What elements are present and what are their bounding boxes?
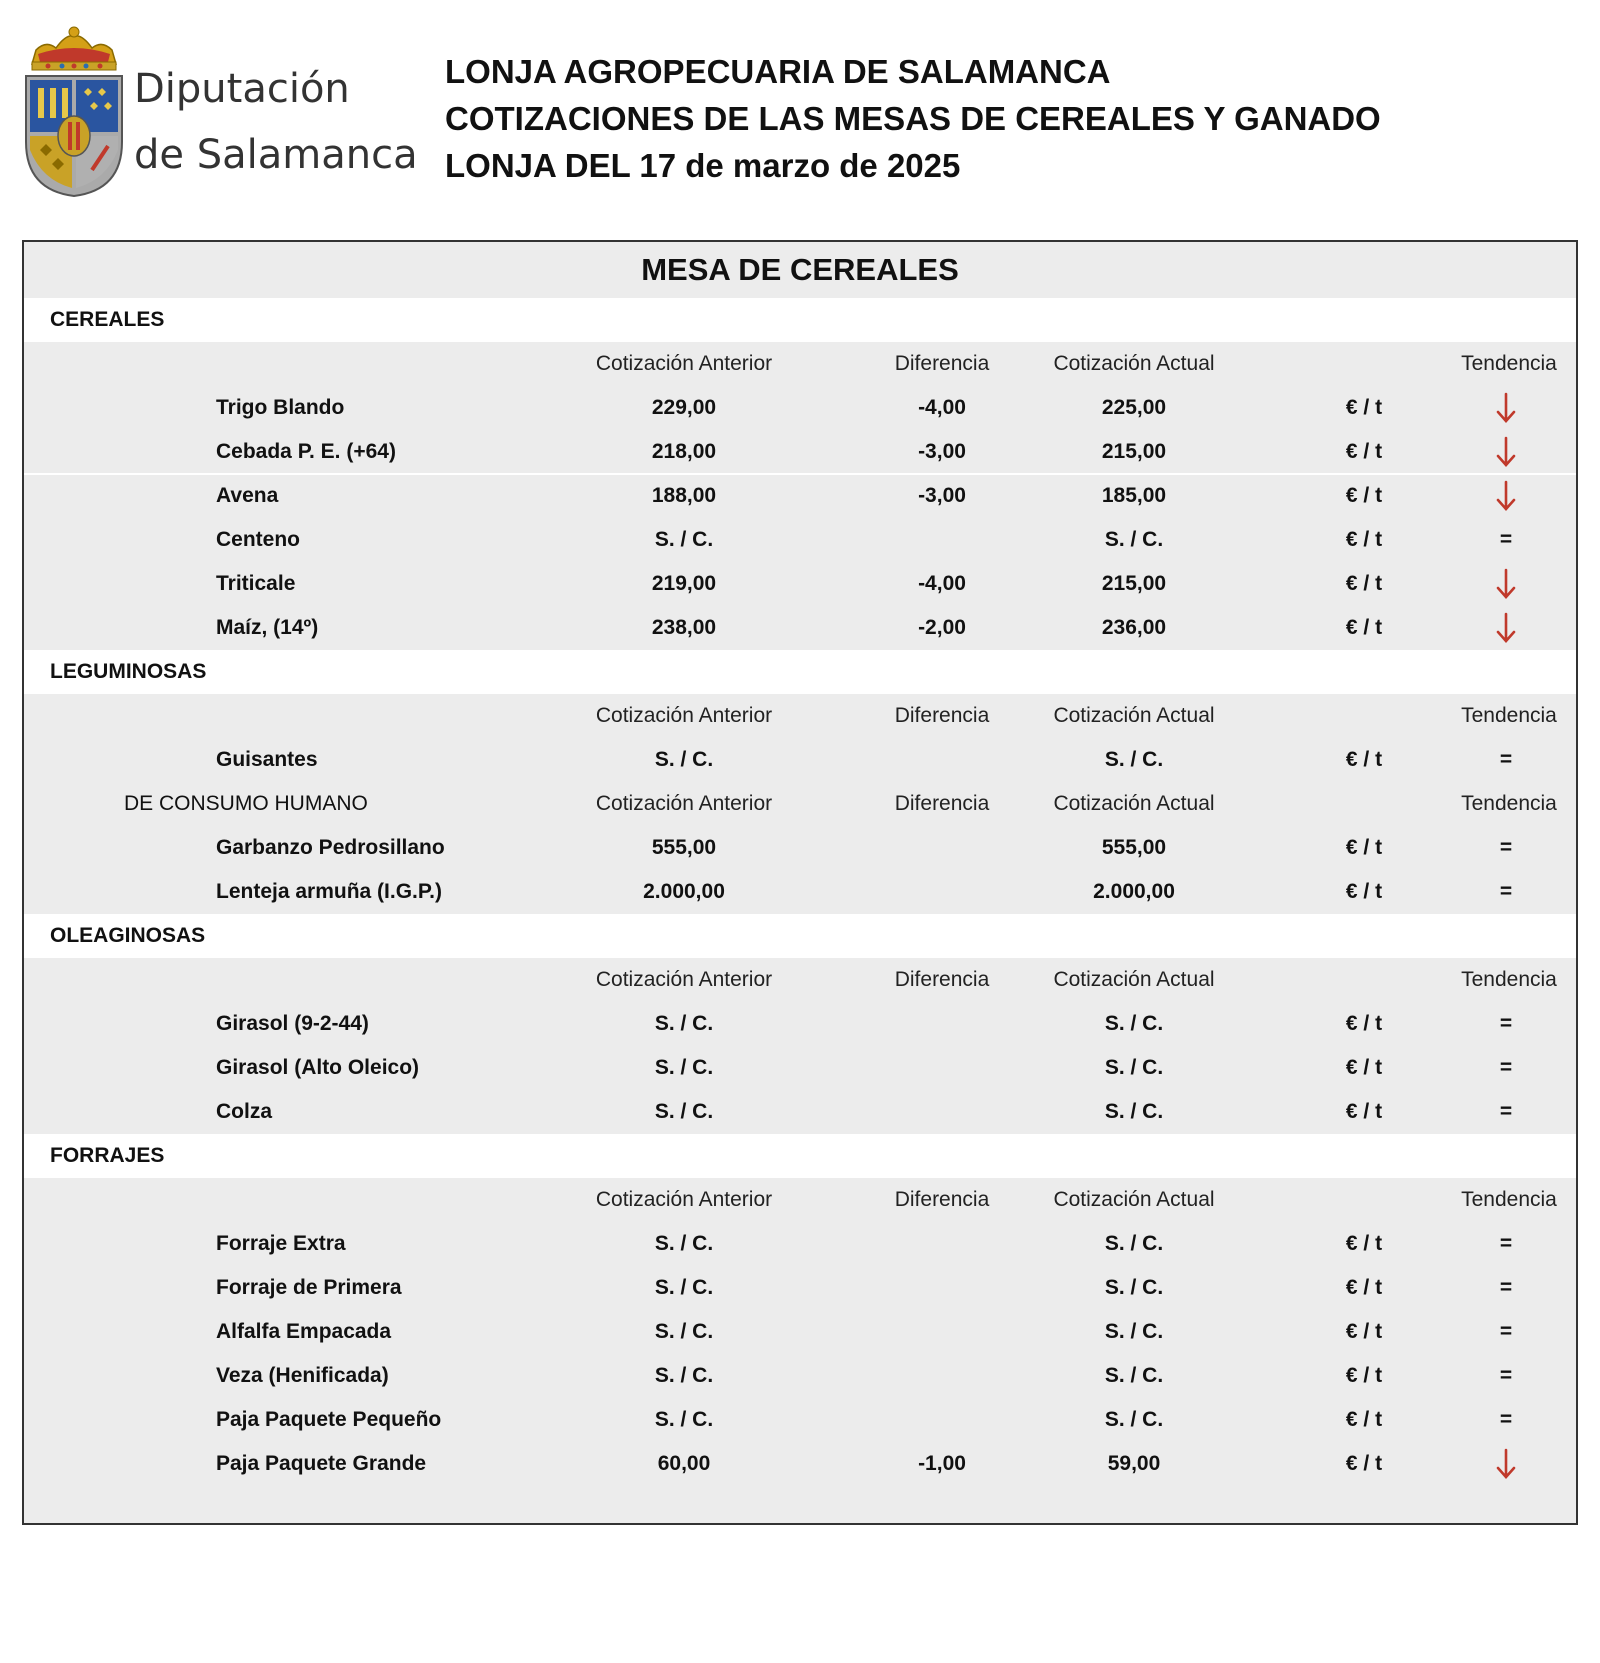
price-actual: 555,00 — [1101, 836, 1167, 859]
price-actual: S. / C. — [1104, 1232, 1164, 1255]
column-header-row — [24, 958, 1576, 1002]
price-unit: € / t — [1345, 1364, 1383, 1387]
price-unit: € / t — [1345, 1276, 1383, 1299]
category-label: LEGUMINOSAS — [50, 660, 207, 683]
price-actual: S. / C. — [1104, 748, 1164, 771]
category-label: FORRAJES — [50, 1144, 165, 1167]
price-diferencia: -4,00 — [918, 572, 966, 595]
table-row — [24, 1398, 1576, 1442]
price-unit: € / t — [1345, 1056, 1383, 1079]
table-row — [24, 1310, 1576, 1354]
trend-equal: = — [1499, 836, 1513, 859]
logo-text-line1: Diputación — [134, 66, 350, 112]
trend-equal: = — [1499, 1320, 1513, 1343]
col-header-anterior: Cotización Anterior — [595, 968, 773, 991]
price-diferencia — [862, 1090, 1022, 1134]
price-anterior: 188,00 — [651, 484, 717, 507]
price-unit: € / t — [1345, 1408, 1383, 1431]
col-header-anterior: Cotización Anterior — [595, 792, 773, 815]
price-anterior: 219,00 — [651, 572, 717, 595]
trend-equal: = — [1499, 528, 1513, 551]
category-band — [24, 1134, 1576, 1178]
price-anterior: 555,00 — [651, 836, 717, 859]
arrow-down-icon — [1495, 1447, 1517, 1481]
table-row — [24, 870, 1576, 914]
price-unit: € / t — [1345, 880, 1383, 903]
price-actual: S. / C. — [1104, 1012, 1164, 1035]
column-header-row — [24, 694, 1576, 738]
price-anterior: S. / C. — [654, 1012, 714, 1035]
price-actual: 185,00 — [1101, 484, 1167, 507]
product-name: Guisantes — [216, 748, 318, 771]
trend-equal: = — [1499, 1232, 1513, 1255]
table-row — [24, 474, 1576, 518]
coat-of-arms-icon — [22, 20, 126, 200]
price-unit: € / t — [1345, 1320, 1383, 1343]
price-actual: S. / C. — [1104, 1320, 1164, 1343]
table-row — [24, 1046, 1576, 1090]
price-actual: 215,00 — [1101, 440, 1167, 463]
price-unit: € / t — [1345, 440, 1383, 463]
table-row — [24, 518, 1576, 562]
price-actual: 215,00 — [1101, 572, 1167, 595]
col-header-tendencia: Tendencia — [1461, 352, 1557, 375]
category-label: OLEAGINOSAS — [50, 924, 206, 947]
col-header-tendencia: Tendencia — [1461, 704, 1557, 727]
price-diferencia — [862, 1002, 1022, 1046]
price-actual: S. / C. — [1104, 1056, 1164, 1079]
product-name: Avena — [216, 484, 279, 507]
arrow-down-icon — [1495, 391, 1517, 425]
product-name: Paja Paquete Grande — [216, 1452, 427, 1475]
trend-equal: = — [1499, 748, 1513, 771]
category-band — [24, 914, 1576, 958]
price-unit: € / t — [1345, 616, 1383, 639]
price-unit: € / t — [1345, 528, 1383, 551]
price-diferencia: -1,00 — [918, 1452, 966, 1475]
product-name: Forraje de Primera — [216, 1276, 402, 1299]
price-unit: € / t — [1345, 1452, 1383, 1475]
category-band — [24, 650, 1576, 694]
trend-down — [1474, 606, 1538, 650]
table-row — [24, 738, 1576, 782]
price-anterior: 229,00 — [651, 396, 717, 419]
col-header-tendencia: Tendencia — [1461, 1188, 1557, 1211]
price-actual: 59,00 — [1107, 1452, 1161, 1475]
product-name: Maíz, (14º) — [216, 616, 319, 639]
product-name: Paja Paquete Pequeño — [216, 1408, 442, 1431]
trend-equal: = — [1499, 880, 1513, 903]
price-actual: 2.000,00 — [1093, 880, 1175, 903]
price-diferencia: -3,00 — [918, 484, 966, 507]
price-unit: € / t — [1345, 396, 1383, 419]
table-row — [24, 1442, 1576, 1486]
arrow-down-icon — [1495, 479, 1517, 513]
price-diferencia — [862, 1398, 1022, 1442]
table-row — [24, 430, 1576, 474]
col-header-actual: Cotización Actual — [1053, 968, 1215, 991]
column-header-row — [24, 342, 1576, 386]
price-anterior: 2.000,00 — [643, 880, 725, 903]
trend-equal: = — [1499, 1056, 1513, 1079]
price-anterior: S. / C. — [654, 1276, 714, 1299]
price-anterior: 60,00 — [657, 1452, 711, 1475]
col-header-actual: Cotización Actual — [1053, 792, 1215, 815]
product-name: Colza — [216, 1100, 273, 1123]
arrow-down-icon — [1495, 435, 1517, 469]
price-actual: 225,00 — [1101, 396, 1167, 419]
price-actual: S. / C. — [1104, 1364, 1164, 1387]
diputacion-logo — [22, 20, 418, 200]
price-diferencia: -4,00 — [918, 396, 966, 419]
trend-down — [1474, 430, 1538, 474]
price-anterior: S. / C. — [654, 1408, 714, 1431]
price-actual: S. / C. — [1104, 1408, 1164, 1431]
col-header-tendencia: Tendencia — [1461, 968, 1557, 991]
table-row — [24, 826, 1576, 870]
price-anterior: 218,00 — [651, 440, 717, 463]
product-name: Triticale — [216, 572, 296, 595]
price-diferencia — [862, 1354, 1022, 1398]
arrow-down-icon — [1495, 567, 1517, 601]
product-name: Alfalfa Empacada — [216, 1320, 392, 1343]
subcategory-label: DE CONSUMO HUMANO — [124, 792, 368, 815]
product-name: Centeno — [216, 528, 300, 551]
col-header-diferencia: Diferencia — [894, 968, 990, 991]
product-name: Garbanzo Pedrosillano — [216, 836, 445, 859]
price-diferencia — [862, 1266, 1022, 1310]
price-diferencia — [862, 518, 1022, 562]
category-label: CEREALES — [50, 308, 165, 331]
price-diferencia — [862, 1310, 1022, 1354]
trend-equal: = — [1499, 1100, 1513, 1123]
col-header-actual: Cotización Actual — [1053, 1188, 1215, 1211]
product-name: Trigo Blando — [216, 396, 345, 419]
product-name: Girasol (9-2-44) — [216, 1012, 369, 1035]
price-anterior: S. / C. — [654, 1100, 714, 1123]
price-diferencia — [862, 1046, 1022, 1090]
price-anterior: S. / C. — [654, 1364, 714, 1387]
col-header-anterior: Cotización Anterior — [595, 1188, 773, 1211]
page-header — [0, 0, 1600, 230]
title-line-2: COTIZACIONES DE LAS MESAS DE CEREALES Y GANADO — [445, 100, 1381, 137]
table-row — [24, 562, 1576, 606]
price-diferencia — [862, 870, 1022, 914]
price-unit: € / t — [1345, 836, 1383, 859]
price-actual: S. / C. — [1104, 1100, 1164, 1123]
price-anterior: S. / C. — [654, 528, 714, 551]
column-header-row — [24, 1178, 1576, 1222]
price-diferencia — [862, 826, 1022, 870]
panel-title: MESA DE CEREALES — [641, 252, 959, 287]
table-row — [24, 606, 1576, 650]
arrow-down-icon — [1495, 611, 1517, 645]
table-row — [24, 1266, 1576, 1310]
price-actual: 236,00 — [1101, 616, 1167, 639]
price-diferencia: -2,00 — [918, 616, 966, 639]
product-name: Forraje Extra — [216, 1232, 346, 1255]
col-header-tendencia: Tendencia — [1461, 792, 1557, 815]
price-diferencia — [862, 1222, 1022, 1266]
price-anterior: S. / C. — [654, 1232, 714, 1255]
price-unit: € / t — [1345, 572, 1383, 595]
category-band — [24, 298, 1576, 342]
price-diferencia — [862, 738, 1022, 782]
price-anterior: 238,00 — [651, 616, 717, 639]
product-name: Lenteja armuña (I.G.P.) — [216, 880, 443, 903]
col-header-diferencia: Diferencia — [894, 352, 990, 375]
price-anterior: S. / C. — [654, 1320, 714, 1343]
trend-down — [1474, 386, 1538, 430]
table-row — [24, 1354, 1576, 1398]
trend-equal: = — [1499, 1364, 1513, 1387]
document-titles — [445, 48, 1381, 189]
price-anterior: S. / C. — [654, 1056, 714, 1079]
price-actual: S. / C. — [1104, 1276, 1164, 1299]
title-line-1: LONJA AGROPECUARIA DE SALAMANCA — [445, 53, 1111, 90]
title-line-3: LONJA DEL 17 de marzo de 2025 — [445, 147, 961, 184]
trend-down — [1474, 1442, 1538, 1486]
trend-down — [1474, 474, 1538, 518]
product-name: Veza (Henificada) — [216, 1364, 389, 1387]
price-unit: € / t — [1345, 1100, 1383, 1123]
table-row — [24, 1002, 1576, 1046]
col-header-actual: Cotización Actual — [1053, 352, 1215, 375]
price-unit: € / t — [1345, 1012, 1383, 1035]
trend-equal: = — [1499, 1012, 1513, 1035]
table-row — [24, 386, 1576, 430]
trend-down — [1474, 562, 1538, 606]
col-header-anterior: Cotización Anterior — [595, 704, 773, 727]
price-diferencia: -3,00 — [918, 440, 966, 463]
col-header-diferencia: Diferencia — [894, 1188, 990, 1211]
product-name: Girasol (Alto Oleico) — [216, 1056, 420, 1079]
trend-equal: = — [1499, 1276, 1513, 1299]
col-header-anterior: Cotización Anterior — [595, 352, 773, 375]
price-actual: S. / C. — [1104, 528, 1164, 551]
col-header-actual: Cotización Actual — [1053, 704, 1215, 727]
col-header-diferencia: Diferencia — [894, 792, 990, 815]
price-unit: € / t — [1345, 484, 1383, 507]
price-anterior: S. / C. — [654, 748, 714, 771]
logo-text-line2: de Salamanca — [134, 132, 418, 178]
table-row — [24, 1090, 1576, 1134]
col-header-diferencia: Diferencia — [894, 704, 990, 727]
mesa-de-cereales-panel — [22, 240, 1578, 1525]
column-header-row — [24, 782, 1576, 826]
product-name: Cebada P. E. (+64) — [216, 440, 396, 463]
trend-equal: = — [1499, 1408, 1513, 1431]
table-row — [24, 1222, 1576, 1266]
price-unit: € / t — [1345, 1232, 1383, 1255]
price-unit: € / t — [1345, 748, 1383, 771]
